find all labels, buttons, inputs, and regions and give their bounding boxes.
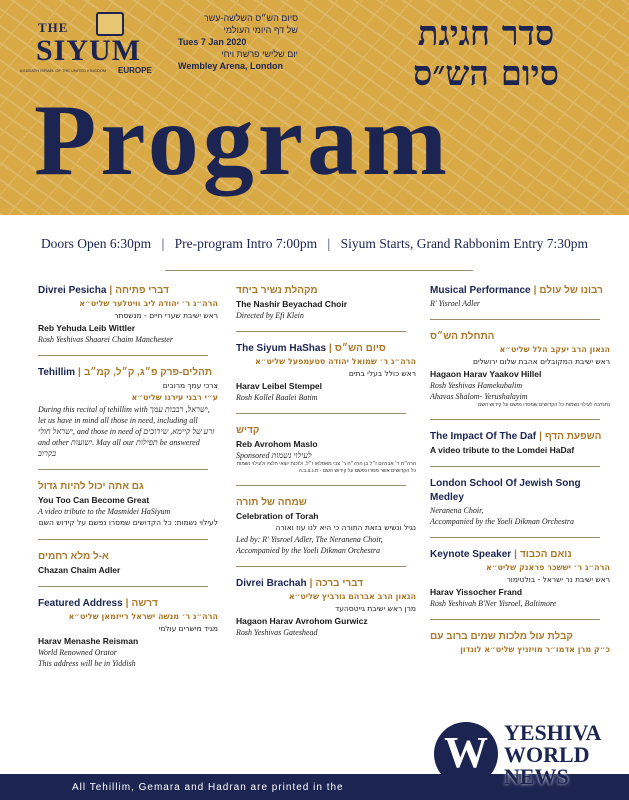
section-title: Divrei Pesicha: [38, 285, 107, 296]
divider: [38, 469, 208, 470]
speaker-role-2: Ahavas Shalom- Yerushalayim: [430, 392, 528, 401]
speaker-name: Harav Leibel Stempel: [236, 381, 322, 391]
speaker-he: הרה״ג ר׳ יששכר פראנק שליט״א: [485, 563, 610, 572]
siyum-start: Siyum Starts, Grand Rabbonim Entry 7:30pm: [340, 236, 589, 251]
chazan-name: Chazan Chaim Adler: [38, 565, 121, 575]
divider: [236, 413, 406, 414]
speaker-role: World Renowned Orator: [38, 648, 117, 657]
logo-siyum: SIYUM: [36, 34, 142, 67]
speaker-role: Rosh Yeshivas Gateshead: [236, 628, 318, 637]
kaddish-name: Reb Avrohom Maslo: [236, 439, 318, 449]
ywn-line-3: NEWS: [504, 764, 569, 789]
section-title-he: קבלת עול מלכות שמים ברוב עם: [430, 631, 573, 642]
speaker-name: Harav Yissocher Frand: [430, 587, 523, 597]
divider: [430, 466, 600, 467]
section-title: Musical Performance: [430, 285, 531, 296]
sponsor-small-text: הרה״ח ר׳ אברהם ז״ל בן הרה״ח ר׳ צבי מאסלאו ז״ל, ולזכות יוצאי חלציו ולעילוי נשמות כל הקדושים אשר מסרו נפשם על קידוש השם - ת.נ.צ.ב.ה: [236, 461, 416, 474]
preprogram: Pre-program Intro 7:00pm: [174, 236, 318, 251]
speaker-he: הרה״ג ר׳ שמואל יהודה סטעמפעל שליט״א: [254, 357, 416, 366]
divider: [430, 619, 600, 620]
section-title: The Siyum HaShas: [236, 343, 327, 354]
logo-the: THE: [38, 20, 69, 35]
section-el-malei: [38, 550, 218, 576]
section-title-he: גם אתה יכול להיות גדול: [38, 481, 144, 492]
section-title: Featured Address: [38, 598, 123, 609]
hebrew-title-line-2: סיום הש״ס: [413, 54, 559, 94]
divider: [430, 319, 600, 320]
speaker-role: Rosh Yeshivah B'Ner Yisroel, Baltimore: [430, 599, 557, 608]
role-he: ראש ישיבת המקובלים אהבת שלום ירושלים: [473, 357, 610, 366]
speaker-name: Hagaon Harav Avrohom Gurwicz: [236, 616, 368, 626]
role-he: מרן ראש ישיבת גייטסהעד: [335, 604, 416, 613]
kabolas-he-line: כ״ק מרן אדמו״ר מויזניץ שליט״א לונדון: [460, 645, 610, 654]
section-title: Divrei Brachah: [236, 578, 307, 589]
section-title: You Too Can Become Great: [38, 495, 150, 505]
section-title-he: סיום הש״ס: [334, 343, 386, 354]
yeshiva-world-news-watermark: [430, 716, 629, 800]
section-title-he: רבונו של עולם: [539, 285, 603, 296]
section-title-he: א-ל מלא רחמים: [38, 551, 109, 562]
speaker-he: הרה״ג ר׳ מנשה ישראל רייזמאן שליט״א: [68, 612, 218, 621]
role-he: ראש כולל בעלי בתים: [348, 369, 416, 378]
speaker-he: הגאון הרב יעקב הלל שליט״א: [499, 345, 610, 354]
scroll-icon: [96, 12, 124, 36]
logo-europe: EUROPE: [118, 66, 152, 75]
divider: [236, 566, 406, 567]
section-title-he: נואם הכבוד: [519, 549, 572, 560]
divider: [38, 355, 208, 356]
dedication-small-text: נתנדבה לעילוי נשמות כל הקדושים שמסרו נפשם על קידוש השם: [477, 402, 610, 408]
section-title-he: דרשה: [131, 598, 158, 609]
divider: [236, 331, 406, 332]
tehillim-he-1: צרכי עמך מרובים: [162, 381, 218, 390]
event-info: [178, 12, 298, 72]
section-haschalas-hashas: [430, 330, 610, 409]
section-kabolas-ol: [430, 630, 610, 656]
footer-bar: All Tehillim, Gemara and Hadran are printed in the: [0, 774, 629, 800]
event-venue: Wembley Arena, London: [178, 61, 284, 71]
language-note: This address will be in Yiddish: [38, 659, 136, 668]
event-he-1: סיום הש״ס השלשה-עשר: [203, 13, 298, 23]
torah-he-line: נגיל ונשיש בזאת התורה כי היא לנו עוז ואורה: [275, 523, 416, 532]
siyum-logo: [14, 8, 164, 78]
section-title: Keynote Speaker: [430, 549, 512, 560]
video-tribute-text: A video tribute to the Masmidei HaSiyum: [38, 507, 171, 516]
section-title-he: דברי ברכה: [315, 578, 364, 589]
orchestra-line: Accompanied by the Yoeli Dikman Orchestra: [430, 517, 575, 526]
program-title: Program: [34, 84, 451, 197]
sponsor-line: Sponsored לעילוי נשמות: [236, 451, 312, 460]
section-keynote: Keynote Speaker | נואם הכבוד הרה״ג ר׳ יששכר פראנק שליט״א ראש ישיבת נר ישראל - בולטימור Harav Yissocher Frand Rosh Yeshivah B'Ner Yisroel, Baltimore: [430, 549, 610, 608]
section-musical-performance: Musical Performance | רבונו של עולם R' Yisroel Adler: [430, 284, 610, 309]
video-tribute-text: A video tribute to the Lomdei HaDaf: [430, 445, 575, 455]
divider: [236, 485, 406, 486]
section-title: London School Of Jewish Song Medley: [430, 478, 581, 503]
divider: [38, 539, 208, 540]
choir-line: Neranena Choir,: [430, 506, 484, 515]
role-he: ראש ישיבת נר ישראל - בולטימור: [506, 575, 610, 584]
tribute-he: לעילוי נשמות: כל הקדושים שמסרו נפשם על קידוש השם: [38, 518, 218, 527]
section-featured-address: Featured Address | דרשה הרה״ג ר׳ מנשה ישראל רייזמאן שליט״א מגיד מישרים עולמי Harav Menashe Reisman World Renowned Orator This address will be in Yiddish: [38, 598, 218, 668]
section-london-school: [430, 477, 610, 527]
program-column-left: [38, 284, 218, 679]
led-by: Led by: R' Yisroel Adler, The Neranena Choir, Accompanied by the Yoeli Dikman Orchestra: [236, 535, 383, 555]
section-title: Tehillim: [38, 367, 76, 378]
section-title-he: תהלים-פרק פ״ג, ק״ל, קמ״ב: [83, 367, 213, 378]
speaker-name: Hagaon Harav Yaakov Hillel: [430, 369, 542, 379]
section-impact-of-daf: The Impact Of The Daf | השפעת הדף A video tribute to the Lomdei HaDaf: [430, 430, 610, 456]
section-choir: [236, 284, 416, 321]
speaker-role: Rosh Yeshivas Hamekubalim: [430, 381, 523, 390]
hebrew-title-line-1: סדר חגיגת: [417, 14, 555, 54]
section-title-he: שמחה של תורה: [236, 497, 307, 508]
speaker-he: הגאון הרב אברהם גורביץ שליט״א: [288, 592, 416, 601]
role-he: מגיד מישרים עולמי: [158, 624, 218, 633]
schedule-times: Doors Open 6:30pm | Pre-program Intro 7:00pm | Siyum Starts, Grand Rabbonim Entry 7:30pm: [40, 236, 589, 251]
hebrew-title: [371, 14, 601, 94]
doors-open: Doors Open 6:30pm: [40, 236, 152, 251]
divider: [430, 419, 600, 420]
ywn-line-2: WORLD: [504, 742, 590, 767]
tehillim-he-2: ע״י רבני עירנו שליט״א: [131, 393, 218, 402]
divider: [38, 586, 208, 587]
section-title: Celebration of Torah: [236, 511, 319, 521]
speaker-name: Harav Menashe Reisman: [38, 636, 139, 646]
section-title-he: השפעת הדף: [544, 431, 602, 442]
program-column-middle: [236, 284, 416, 648]
section-divrei-brachah: Divrei Brachah | דברי ברכה הגאון הרב אברהם גורביץ שליט״א מרן ראש ישיבת גייטסהעד Hagaon Harav Avrohom Gurwicz Rosh Yeshivas Gateshead: [236, 578, 416, 637]
section-kaddish: [236, 424, 416, 475]
section-title: The Nashir Beyachad Choir: [236, 299, 348, 309]
speaker-role: Rosh Yeshivas Shaarei Chaim Manchester: [38, 335, 173, 344]
ywn-line-1: YESHIVA: [504, 720, 602, 745]
event-he-3: יום שלישי פרשת ויחי: [221, 49, 298, 59]
section-title-he: מקהלת נשיר ביחד: [236, 285, 318, 296]
role-he: ראש ישיבת שערי חיים - מנשסתר: [114, 311, 218, 320]
section-title: The Impact Of The Daf: [430, 431, 537, 442]
section-title-he: קדיש: [236, 425, 260, 436]
program-column-right: [430, 284, 610, 666]
header-banner: [0, 0, 629, 215]
section-title-he: התחלת הש״ס: [430, 331, 495, 342]
section-divrei-pesicha: Divrei Pesicha | דברי פתיחה הרה״ג ר׳ יהודה ליב וויטלער שליט״א ראש ישיבת שערי חיים - מנשסתר Reb Yehuda Leib Wittler Rosh Yeshivas Shaarei Chaim Manchester: [38, 285, 218, 344]
event-he-2: של דף היומי העולמי: [223, 25, 298, 35]
section-simchas-torah: [236, 496, 416, 556]
speaker-role: Rosh Kollel Baalei Batim: [236, 393, 318, 402]
logo-subtitle: AGUDATH ISRAEL OF THE UNITED KINGDOM: [19, 68, 107, 73]
section-you-too: [38, 480, 218, 529]
speaker-name: Reb Yehuda Leib Wittler: [38, 323, 136, 333]
event-date: Tues 7 Jan 2020: [178, 37, 247, 47]
tehillim-text: During this recital of tehillim with ישראל, רבבות עמך, let us have in mind all those in need, including all ישראל חולי, and those in need of זרע של קיימא, שידוכים and other ישועות. May all our תפילות be answered בקרוב: [38, 405, 215, 458]
divider: [165, 270, 473, 271]
ywn-logo-icon: W: [434, 722, 498, 786]
section-tehillim: Tehillim | תהלים-פרק פ״ג, ק״ל, קמ״ב צרכי עמך מרובים ע״י רבני עירנו שליט״א During this recital of tehillim with ישראל, רבבות עמך, let us have in mind all those in need, including all ישראל חולי, and those in need of זרע של קיימא, שידוכים and other ישועות. May all our תפילות be answered בקרוב: [38, 367, 218, 458]
choir-director: Directed by Efi Klein: [236, 311, 304, 320]
speaker-he: הרה״ג ר׳ יהודה ליב וויטלער שליט״א: [79, 299, 218, 308]
divider: [430, 537, 600, 538]
section-title-he: דברי פתיחה: [115, 285, 169, 296]
section-siyum-hashas: The Siyum HaShas | סיום הש״ס הרה״ג ר׳ שמואל יהודה סטעמפעל שליט״א ראש כולל בעלי בתים Harav Leibel Stempel Rosh Kollel Baalei Batim: [236, 343, 416, 402]
performer: R' Yisroel Adler: [430, 299, 481, 308]
